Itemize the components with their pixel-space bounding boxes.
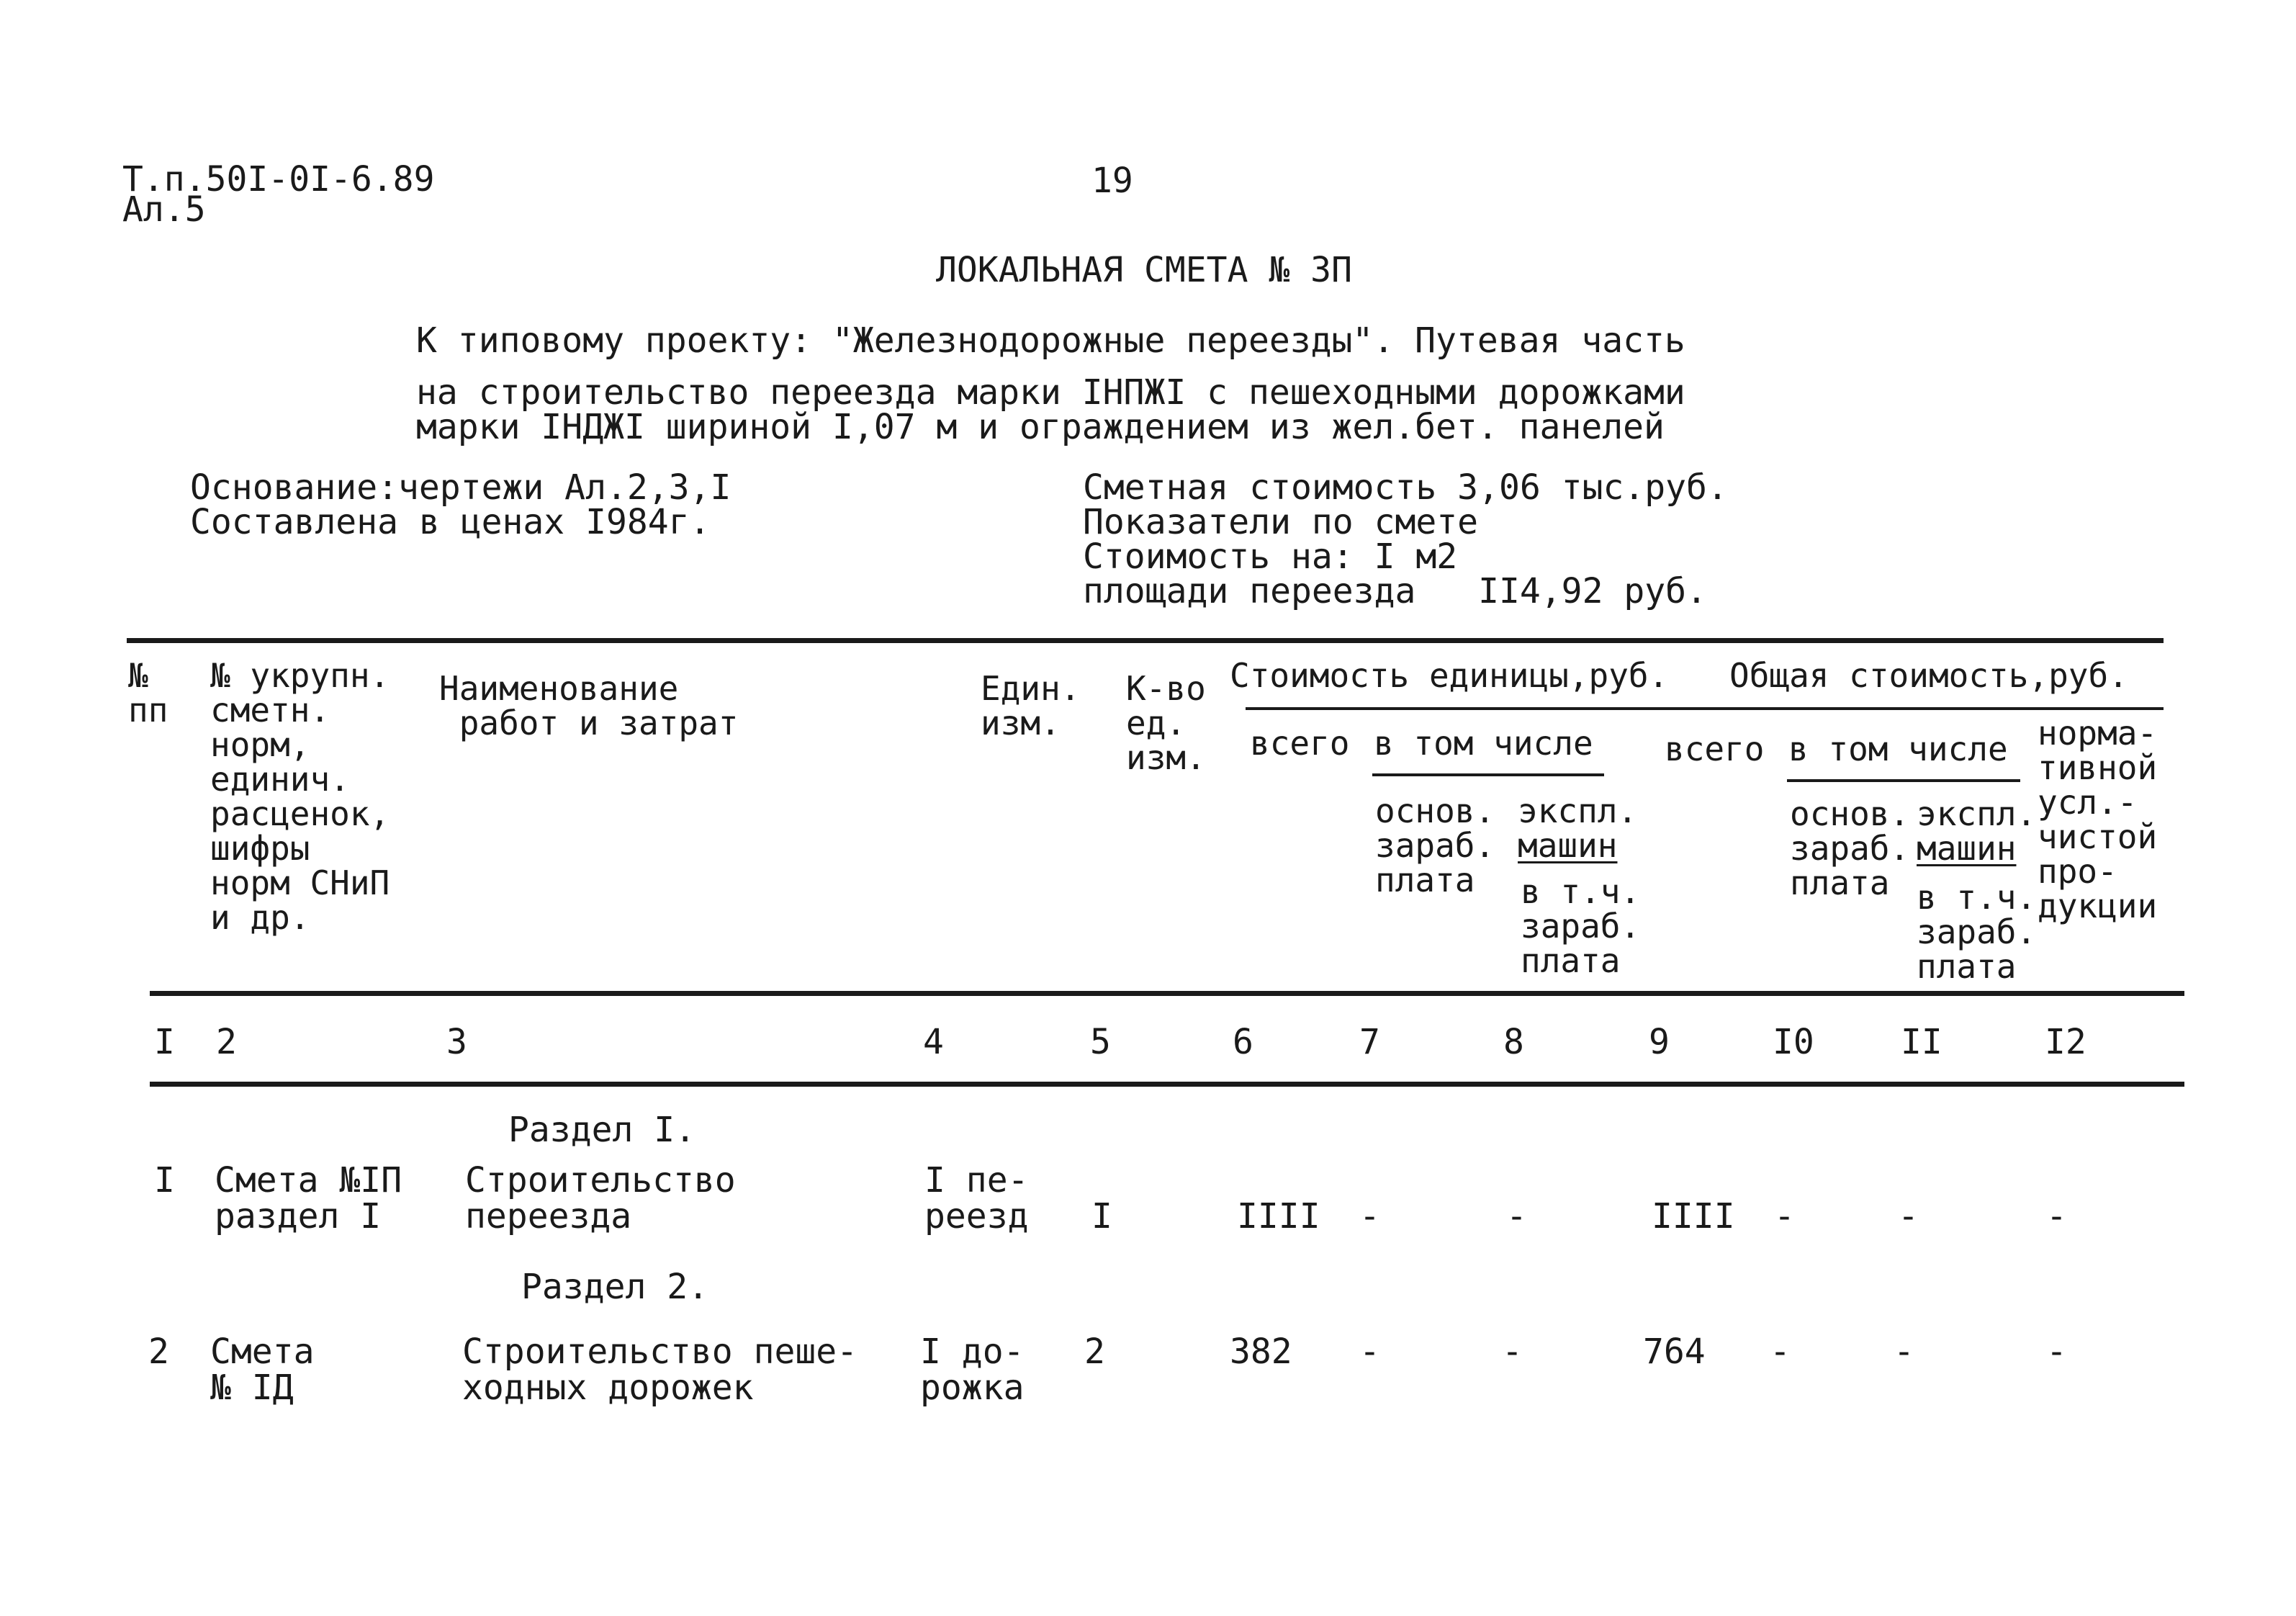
header-total-machines: машин [1917,829,2017,868]
row-2-norm: - [2046,1332,2067,1372]
header-total-including: в том числе [1788,730,2008,768]
header-unit-total: всего [1250,724,1350,763]
row-2-total-machine: - [1894,1332,1914,1372]
col-number-4: 4 [923,1022,944,1062]
row-2-code: Смета № IД [210,1332,315,1408]
row-1-unit: I пе- реезд [924,1160,1029,1236]
header-total-cost: Общая стоимость,руб. [1729,656,2128,695]
row-2-unit: I до- рожка [920,1332,1025,1408]
header-norm-code: № укрупн. сметн. норм, единич. расценок, шифры норм СНиП и др. [210,656,390,937]
row-1-norm: - [2046,1196,2067,1236]
row-2-unit-total: 382 [1230,1332,1292,1372]
header-unit: Един. изм. [981,669,1081,742]
col-number-11: II [1901,1022,1942,1062]
header-total-total: всего [1665,730,1765,768]
table-top-rule [127,638,2164,643]
header-work-name: Наименование работ и затрат [439,669,739,742]
col-number-9: 9 [1649,1022,1670,1062]
col-number-12: I2 [2045,1022,2086,1062]
row-2-quantity: 2 [1084,1332,1105,1372]
row-1-name: Строительство переезда [465,1160,736,1236]
row-2-unit-wage: - [1359,1332,1380,1372]
header-total-machine-wage: в т.ч. зараб. плата [1917,878,2037,986]
header-row-number: № пп [128,656,168,730]
header-cost-rule [1246,707,2164,710]
subtitle-line-3: марки IНДЖI шириной I,07 м и ограждением из жел.бет. панелей [416,407,1665,447]
header-total-including-rule [1787,779,2020,782]
estimated-cost: Сметная стоимость 3,06 тыс.руб. [1083,467,1728,508]
page-title: ЛОКАЛЬНАЯ СМЕТА № 3П [936,250,1352,290]
header-unit-including: в том числе [1374,724,1593,763]
header-quantity: К-во ед. изм. [1126,669,1206,777]
prices-text: Составлена в ценах I984г. [190,502,711,542]
col-number-6: 6 [1233,1022,1253,1062]
header-normative-product: норма- тивной усл.- чистой про- дукции [2038,714,2158,925]
album-reference: Ал.5 [122,189,206,230]
row-2-number: 2 [148,1332,169,1372]
col-number-7: 7 [1359,1022,1380,1062]
header-unit-operation: экспл. [1518,791,1638,830]
row-2-total: 764 [1643,1332,1706,1372]
header-unit-including-rule [1372,773,1604,776]
row-1-unit-total: IIII [1237,1196,1320,1236]
header-bottom-rule [150,991,2184,996]
subtitle-line-1: К типовому проекту: "Железнодорожные переезды". Путевая часть [416,320,1685,361]
header-unit-wage: основ. зараб. плата [1375,791,1495,899]
area-cost: площади переезда II4,92 руб. [1083,571,1707,611]
col-numbers-rule [150,1082,2184,1087]
indicators-label: Показатели по смете [1083,502,1479,542]
row-2-name: Строительство пеше- ходных дорожек [462,1332,858,1408]
header-unit-machine-wage: в т.ч. зараб. плата [1521,872,1641,980]
page-number: 19 [1091,161,1133,201]
header-unit-cost: Стоимость единицы,руб. [1230,656,1669,695]
cost-per-unit: Стоимость на: I м2 [1083,537,1458,577]
col-number-8: 8 [1503,1022,1524,1062]
section-title-1: Раздел I. [508,1110,696,1150]
col-number-1: I [154,1022,175,1062]
header-unit-machines: машин [1518,826,1618,865]
section-title-2: Раздел 2. [521,1267,709,1307]
document-code: Т.п.50I-0I-6.89 [122,159,435,199]
row-1-code: Смета №IП раздел I [215,1160,402,1236]
col-number-10: I0 [1773,1022,1814,1062]
col-number-3: 3 [446,1022,467,1062]
row-1-unit-machine: - [1506,1196,1527,1236]
row-2-total-wage: - [1770,1332,1791,1372]
row-1-total-machine: - [1898,1196,1919,1236]
header-total-operation: экспл. [1917,794,2037,833]
row-1-total: IIII [1652,1196,1735,1236]
subtitle-line-2: на строительство переезда марки IНПЖI с пешеходными дорожками [416,372,1685,413]
row-1-quantity: I [1091,1196,1112,1236]
row-1-unit-wage: - [1359,1196,1380,1236]
basis-text: Основание:чертежи Ал.2,3,I [190,467,731,508]
col-number-2: 2 [216,1022,237,1062]
row-1-number: I [154,1160,175,1200]
col-number-5: 5 [1090,1022,1111,1062]
row-1-total-wage: - [1774,1196,1795,1236]
row-2-unit-machine: - [1502,1332,1523,1372]
header-total-wage: основ. зараб. плата [1790,794,1910,902]
